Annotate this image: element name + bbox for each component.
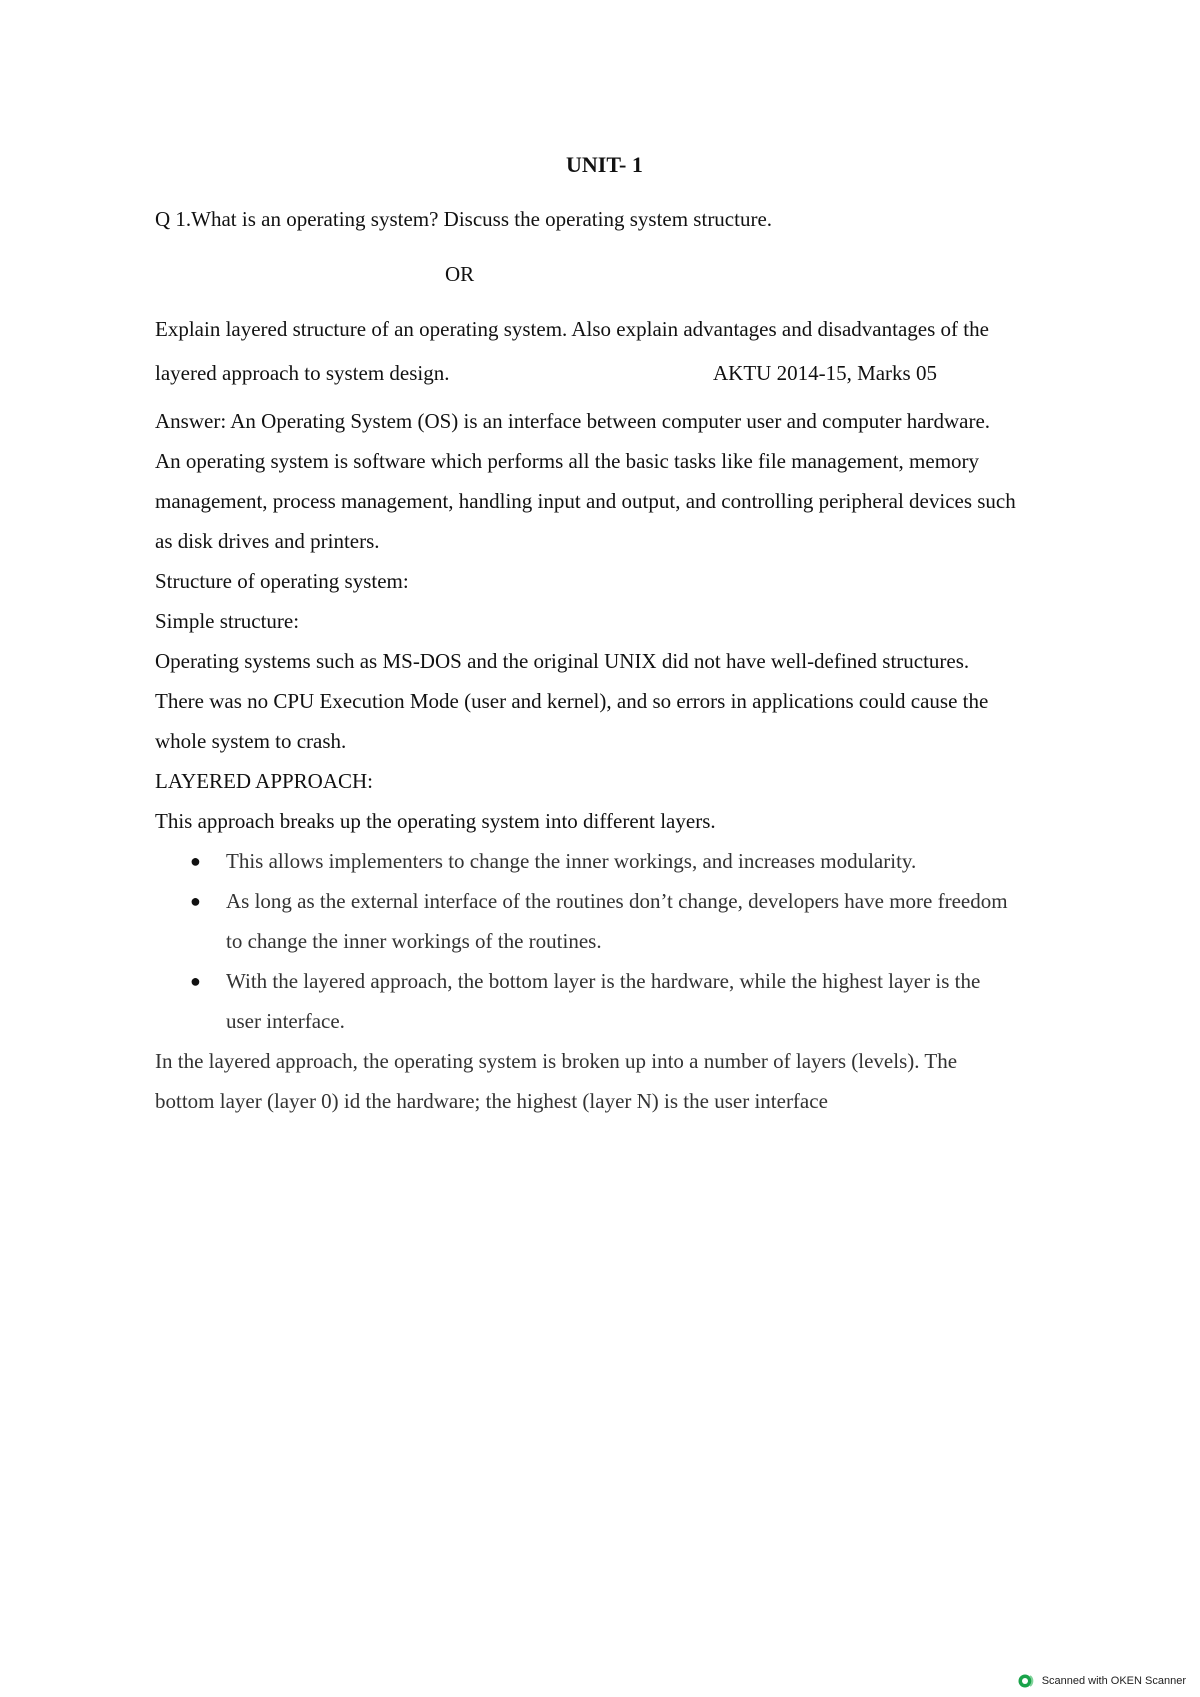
or-label: OR (445, 262, 475, 286)
scanner-text: Scanned with OKEN Scanner (1041, 1675, 1186, 1687)
bullet-2-line-2: to change the inner workings of the routines. (226, 929, 602, 953)
scanner-footer (1018, 1673, 1186, 1689)
bullet-3-line-1: With the layered approach, the bottom layer is the hardware, while the highest layer is the (226, 969, 981, 993)
bullet-1-line-1: This allows implementers to change the inner workings, and increases modularity. (226, 849, 917, 873)
closing-line-2: bottom layer (layer 0) id the hardware; the highest (layer N) is the user interface (155, 1089, 828, 1113)
layered-intro: This approach breaks up the operating system into different layers. (155, 809, 716, 833)
answer-line-3: management, process management, handling input and output, and controlling peripheral devices such (155, 489, 1016, 513)
bullet-2-line-1: As long as the external interface of the routines don’t change, developers have more freedom (226, 889, 1008, 913)
simple-line-1: Operating systems such as MS-DOS and the original UNIX did not have well-defined structures. (155, 649, 970, 673)
structure-heading: Structure of operating system: (155, 569, 409, 593)
alt-question-line-1: Explain layered structure of an operating system. Also explain advantages and disadvantages of the (155, 317, 989, 341)
bullet-3-line-2: user interface. (226, 1009, 345, 1033)
closing-line-1: In the layered approach, the operating system is broken up into a number of layers (levels). The (155, 1049, 958, 1073)
question-text: Q 1.What is an operating system? Discuss the operating system structure. (155, 207, 773, 231)
oken-scanner-logo-icon (1018, 1673, 1034, 1689)
bullet-icon: ● (190, 891, 201, 911)
bullet-icon: ● (190, 851, 201, 871)
answer-line-1: Answer: An Operating System (OS) is an interface between computer user and computer hardware. (155, 409, 991, 433)
simple-structure-heading: Simple structure: (155, 609, 300, 633)
answer-line-2: An operating system is software which performs all the basic tasks like file management, memory (155, 449, 980, 473)
bullet-icon: ● (190, 971, 201, 991)
simple-line-3: whole system to crash. (155, 729, 347, 753)
source-marks: AKTU 2014-15, Marks 05 (713, 361, 937, 385)
layered-heading: LAYERED APPROACH: (155, 769, 374, 793)
answer-line-4: as disk drives and printers. (155, 529, 380, 553)
simple-line-2: There was no CPU Execution Mode (user and kernel), and so errors in applications could cause the (155, 689, 989, 713)
alt-question-line-2: layered approach to system design. (155, 361, 450, 385)
unit-title: UNIT- 1 (566, 152, 643, 177)
